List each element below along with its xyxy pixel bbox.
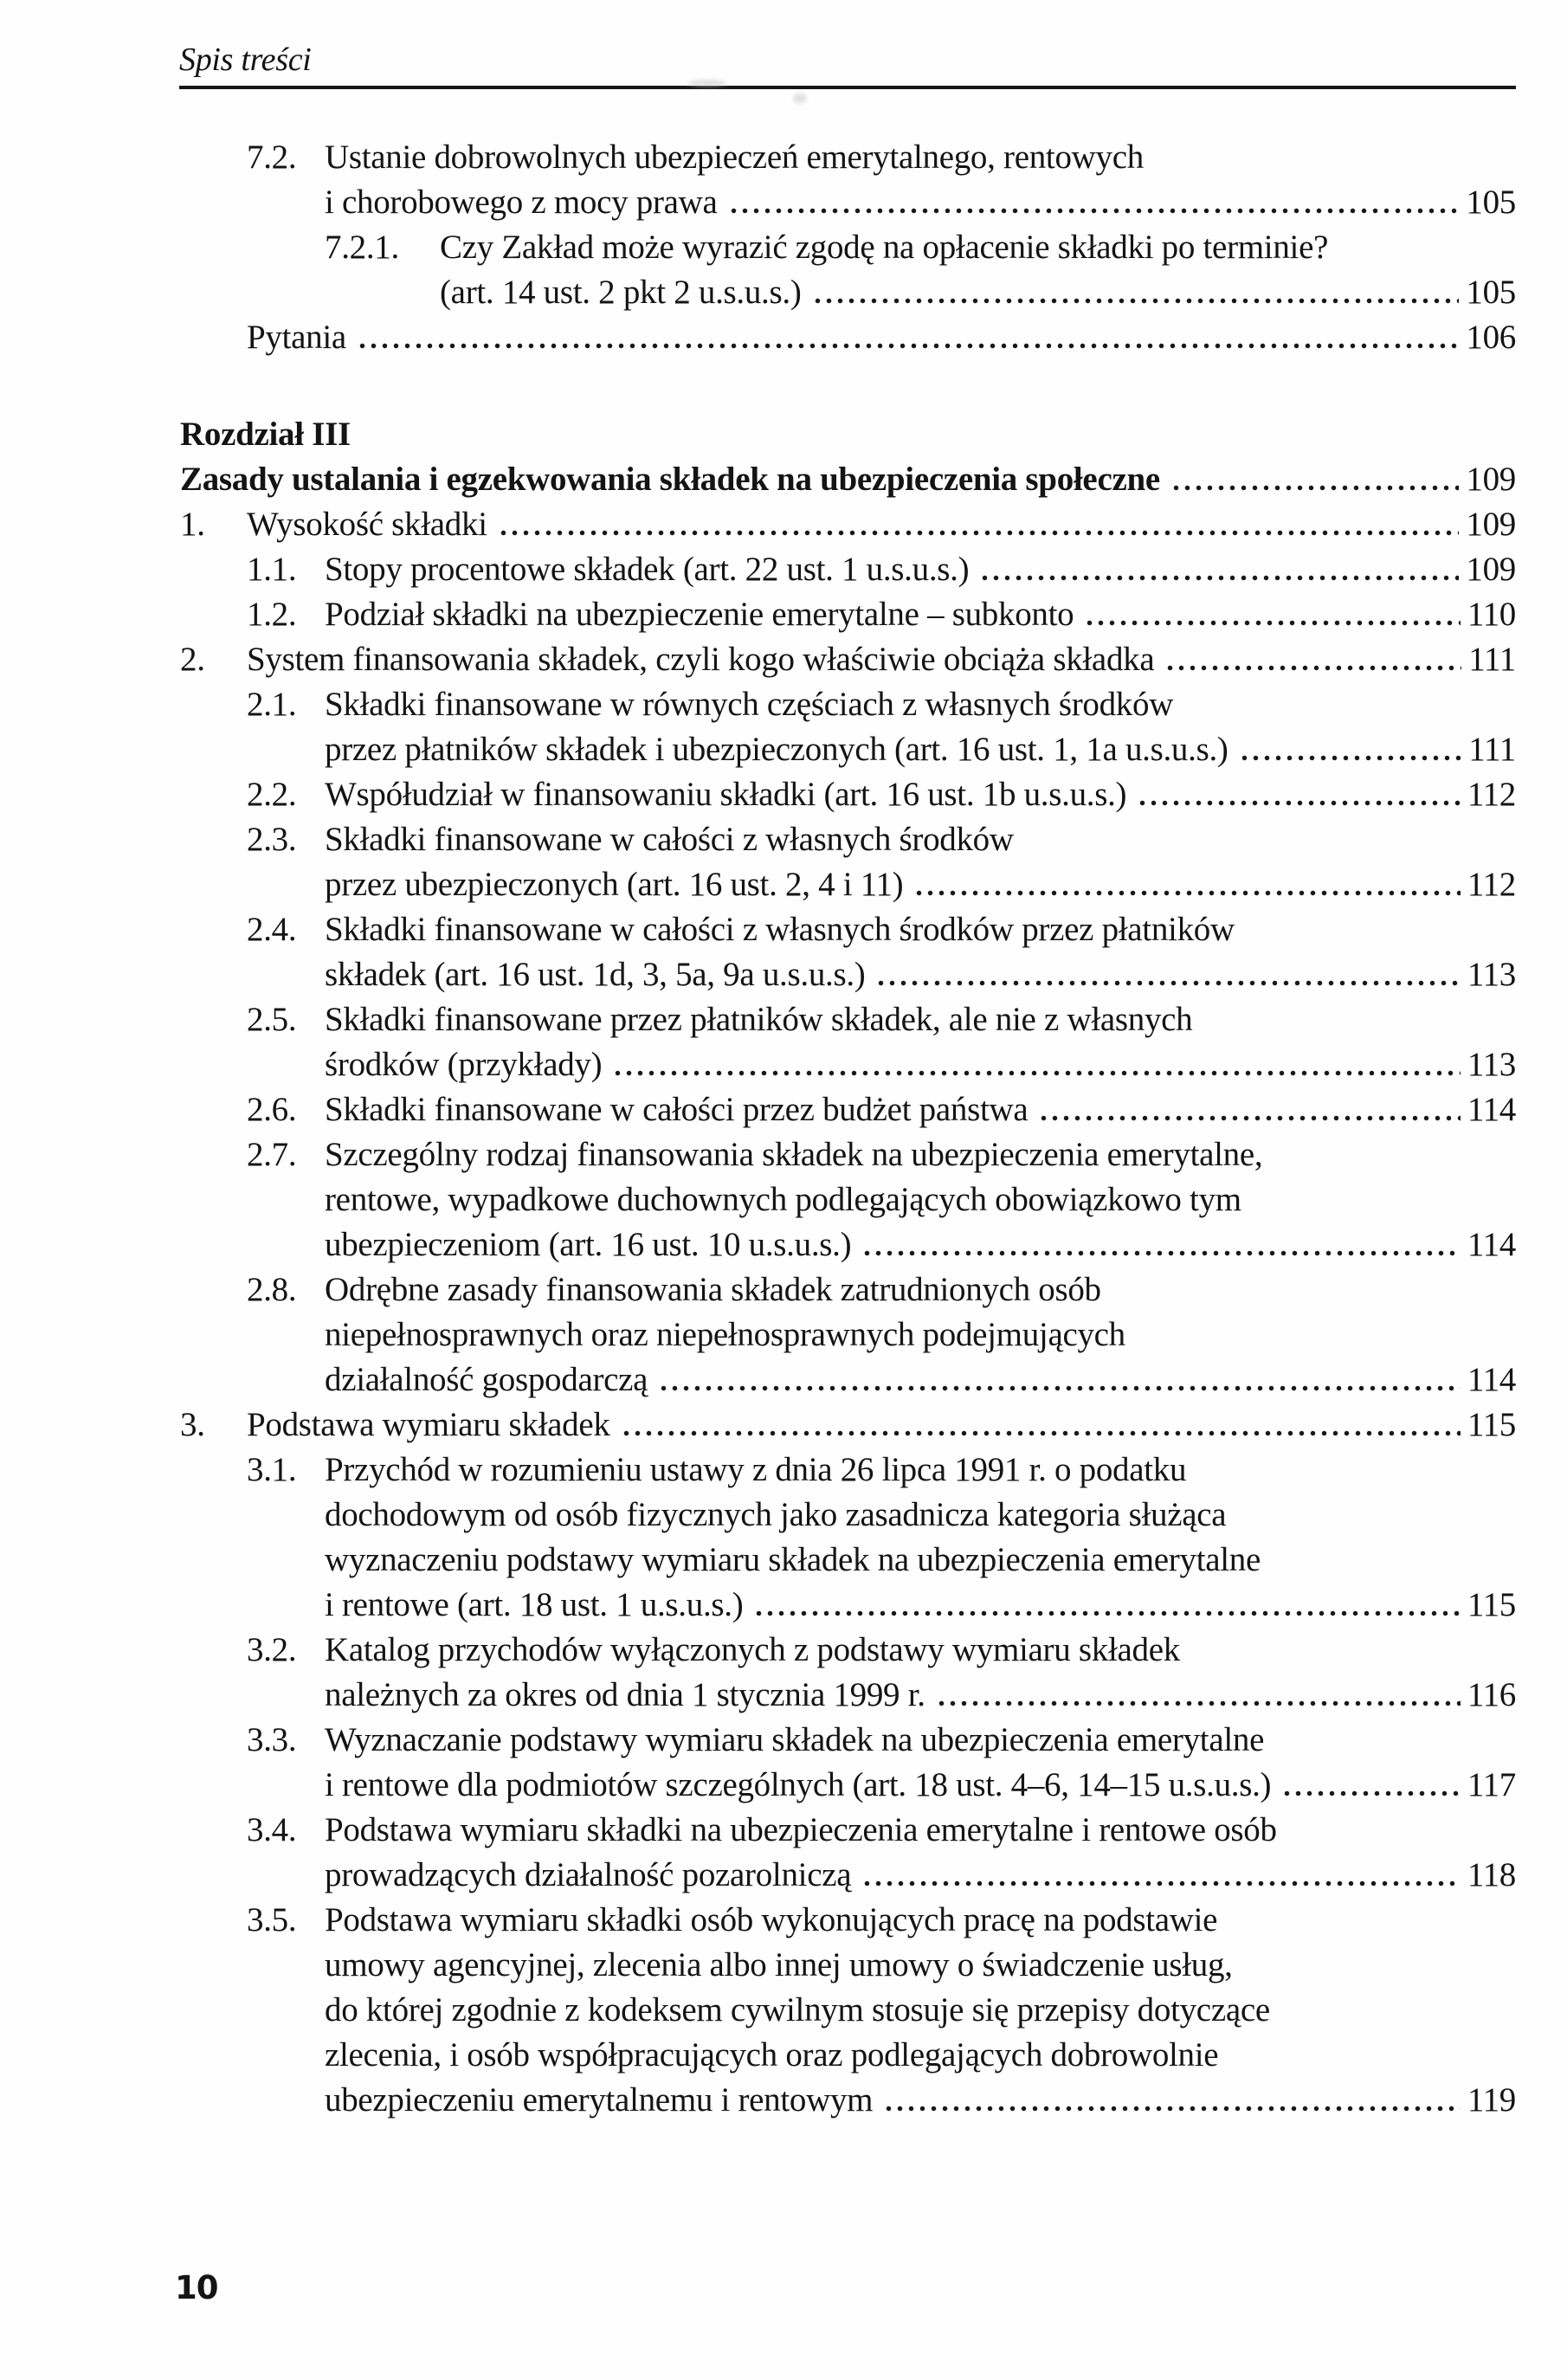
folio-page-number: 10 xyxy=(175,2269,218,2306)
scan-artifact xyxy=(793,94,807,103)
toc-line xyxy=(180,862,1516,907)
toc-page-number: 114 xyxy=(1467,1361,1516,1398)
toc-line xyxy=(180,997,1516,1042)
toc-entry-text: Składki finansowane w całości z własnych środków xyxy=(325,821,1014,858)
toc-entry-text: ubezpieczeniom (art. 16 ust. 10 u.s.u.s.) xyxy=(325,1226,852,1263)
toc-line xyxy=(180,1943,1516,1988)
toc-entry-text: do której zgodnie z kodeksem cywilnym stosuje się przepisy dotyczące xyxy=(325,1991,1270,2028)
toc-line xyxy=(180,952,1516,997)
dot-leader xyxy=(860,1222,1461,1267)
toc-line xyxy=(180,772,1516,817)
toc-line xyxy=(180,1673,1516,1718)
toc-entry-text: System finansowania składek, czyli kogo właściwie obciąża składka xyxy=(247,641,1155,678)
toc-entry-text: Stopy procentowe składek (art. 22 ust. 1 u.s.u.s.) xyxy=(325,551,970,588)
dot-leader xyxy=(656,1358,1461,1403)
toc-entry-number: 2.6. xyxy=(247,1091,297,1128)
toc-line xyxy=(180,1042,1516,1087)
toc-line xyxy=(180,547,1516,592)
dot-leader xyxy=(810,270,1460,315)
toc-page-number: 114 xyxy=(1467,1226,1516,1263)
toc-line xyxy=(180,682,1516,727)
toc-entry-number: 2.7. xyxy=(247,1136,297,1173)
toc-entry-text: składek (art. 16 ust. 1d, 3, 5a, 9a u.s.u.s.) xyxy=(325,956,866,993)
toc-entry-text: Podział składki na ubezpieczenie emerytalne – subkonto xyxy=(325,596,1074,633)
toc-line xyxy=(180,457,1516,502)
toc-entry-text: Ustanie dobrowolnych ubezpieczeń emerytalnego, rentowych xyxy=(325,139,1144,176)
toc-page-number: 106 xyxy=(1466,319,1516,356)
toc-entry-text: Wysokość składki xyxy=(247,506,487,543)
scan-artifact xyxy=(688,80,726,87)
toc-line xyxy=(180,2033,1516,2078)
toc-entry-text: Składki finansowane w całości przez budżet państwa xyxy=(325,1091,1029,1128)
toc-page-number: 113 xyxy=(1467,1046,1516,1083)
toc-entry-number: 3.4. xyxy=(247,1811,297,1848)
toc-entry-text: umowy agencyjnej, zlecenia albo innej umowy o świadczenie usług, xyxy=(325,1946,1233,1983)
dot-leader xyxy=(1280,1763,1461,1808)
dot-leader xyxy=(1169,457,1460,502)
toc-entry-text: i rentowe (art. 18 ust. 1 u.s.u.s.) xyxy=(325,1586,744,1623)
toc-page-number: 109 xyxy=(1466,551,1516,588)
toc-line xyxy=(180,1718,1516,1763)
toc-entry-number: 3.1. xyxy=(247,1451,297,1488)
toc-entry-text: rentowe, wypadkowe duchownych podlegających obowiązkowo tym xyxy=(325,1181,1241,1218)
toc-page-number: 105 xyxy=(1466,274,1516,311)
toc-entry-text: środków (przykłady) xyxy=(325,1046,603,1083)
toc-line xyxy=(180,1988,1516,2033)
toc-entry-number: 2.1. xyxy=(247,686,297,723)
toc-entry-text: przez płatników składek i ubezpieczonych (art. 16 ust. 1, 1a u.s.u.s.) xyxy=(325,731,1228,768)
toc-page-number: 113 xyxy=(1467,956,1516,993)
toc-entry-text: zlecenia, i osób współpracujących oraz podlegających dobrowolnie xyxy=(325,2036,1219,2074)
toc-entry-text: działalność gospodarczą xyxy=(325,1361,648,1398)
toc-line xyxy=(180,1358,1516,1403)
toc-line xyxy=(180,1087,1516,1132)
toc-line xyxy=(180,1313,1516,1358)
dot-leader xyxy=(912,862,1460,907)
toc-line xyxy=(180,1763,1516,1808)
toc-line xyxy=(180,1177,1516,1222)
dot-leader xyxy=(874,952,1460,997)
toc-entry-text: Zasady ustalania i egzekwowania składek na ubezpieczenia społeczne xyxy=(180,461,1160,498)
toc-entry-text: Pytania xyxy=(247,319,346,356)
toc-entry-text: Przychód w rozumieniu ustawy z dnia 26 lipca 1991 r. o podatku xyxy=(325,1451,1187,1488)
toc-line xyxy=(180,135,1516,180)
toc-line xyxy=(180,412,1516,457)
dot-leader xyxy=(860,1853,1461,1898)
toc-page-number: 114 xyxy=(1467,1091,1516,1128)
toc-line xyxy=(180,1853,1516,1898)
toc-entry-text: Szczególny rodzaj finansowania składek na ubezpieczenia emerytalne, xyxy=(325,1136,1263,1173)
dot-leader xyxy=(1163,637,1461,682)
toc-entry-number: 1. xyxy=(180,506,205,543)
toc-entry-number: 2.8. xyxy=(247,1271,297,1308)
dot-leader xyxy=(1135,772,1461,817)
toc-entry-text: Podstawa wymiaru składki osób wykonujących pracę na podstawie xyxy=(325,1901,1218,1938)
toc-entry-number: 3. xyxy=(180,1406,205,1443)
dot-leader xyxy=(977,547,1459,592)
toc-line xyxy=(180,1898,1516,1943)
toc-page-number: 115 xyxy=(1467,1406,1516,1443)
toc-page-number: 110 xyxy=(1467,596,1516,633)
toc-line xyxy=(180,2078,1516,2123)
toc-entry-number: 2.4. xyxy=(247,911,297,948)
toc-entry-text: Współudział w finansowaniu składki (art. 16 ust. 1b u.s.u.s.) xyxy=(325,776,1127,813)
dot-leader xyxy=(1036,1087,1460,1132)
toc-page-number: 111 xyxy=(1468,641,1516,678)
dot-leader xyxy=(355,315,1460,360)
toc-entry-text: i chorobowego z mocy prawa xyxy=(325,184,718,221)
toc-page-number: 105 xyxy=(1466,184,1516,221)
toc-entry-text: ubezpieczeniu emerytalnemu i rentowym xyxy=(325,2081,874,2119)
toc-entry-text: należnych za okres od dnia 1 stycznia 1999 r. xyxy=(325,1676,925,1713)
toc-line xyxy=(180,1493,1516,1538)
dot-leader xyxy=(934,1673,1461,1718)
toc-line xyxy=(180,1403,1516,1448)
toc-line xyxy=(180,1132,1516,1177)
toc-entry-text: dochodowym od osób fizycznych jako zasadnicza kategoria służąca xyxy=(325,1496,1227,1533)
toc-line xyxy=(180,1448,1516,1493)
dot-leader xyxy=(881,2078,1461,2123)
toc-page-number: 112 xyxy=(1467,776,1516,813)
toc-line xyxy=(180,592,1516,637)
toc-entry-text: Rozdział III xyxy=(180,416,351,453)
toc-page-number: 115 xyxy=(1467,1586,1516,1623)
toc-entry-number: 7.2. xyxy=(247,139,297,176)
toc-line xyxy=(180,907,1516,952)
toc-entry-number: 2. xyxy=(180,641,205,678)
toc-entry-number: 1.2. xyxy=(247,596,297,633)
toc-entry-number: 2.3. xyxy=(247,821,297,858)
toc-entry-text: niepełnosprawnych oraz niepełnosprawnych podejmujących xyxy=(325,1316,1125,1353)
toc-line xyxy=(180,1267,1516,1313)
toc-page-number: 116 xyxy=(1467,1676,1516,1713)
toc-page-number: 117 xyxy=(1467,1766,1516,1803)
toc-entry-text: Składki finansowane przez płatników składek, ale nie z własnych xyxy=(325,1001,1193,1038)
toc-entry-text: Podstawa wymiaru składki na ubezpieczenia emerytalne i rentowe osób xyxy=(325,1811,1277,1848)
toc-page-number: 109 xyxy=(1466,461,1516,498)
toc-page-number: 112 xyxy=(1467,866,1516,903)
toc-entry-text: Czy Zakład może wyrazić zgodę na opłacenie składki po terminie? xyxy=(440,229,1329,266)
toc-line xyxy=(180,817,1516,862)
toc-page-number: 109 xyxy=(1466,506,1516,543)
toc-entry-text: (art. 14 ust. 2 pkt 2 u.s.u.s.) xyxy=(440,274,802,311)
dot-leader xyxy=(610,1042,1461,1087)
toc-page-number: 119 xyxy=(1467,2081,1516,2119)
toc-line xyxy=(180,727,1516,772)
dot-leader xyxy=(1082,592,1461,637)
toc-entry-text: Odrębne zasady finansowania składek zatrudnionych osób xyxy=(325,1271,1101,1308)
toc-entry-number: 2.2. xyxy=(247,776,297,813)
toc-entry-text: Składki finansowane w całości z własnych środków przez płatników xyxy=(325,911,1235,948)
toc-line xyxy=(180,270,1516,315)
dot-leader xyxy=(726,180,1460,225)
toc-entry-text: Wyznaczanie podstawy wymiaru składek na ubezpieczenia emerytalne xyxy=(325,1721,1265,1758)
toc-line xyxy=(180,225,1516,270)
toc-line xyxy=(180,1583,1516,1628)
toc-entry-text: Katalog przychodów wyłączonych z podstawy wymiaru składek xyxy=(325,1631,1180,1668)
toc-entry-number: 2.5. xyxy=(247,1001,297,1038)
toc-entry-text: Składki finansowane w równych częściach z własnych środków xyxy=(325,686,1174,723)
toc-entry-number: 7.2.1. xyxy=(325,229,399,266)
header-rule xyxy=(179,86,1516,89)
dot-leader xyxy=(1237,727,1462,772)
dot-leader xyxy=(619,1403,1461,1448)
toc-entry-text: Podstawa wymiaru składek xyxy=(247,1406,610,1443)
toc-line xyxy=(180,1222,1516,1267)
toc-entry-text: wyznaczeniu podstawy wymiaru składek na ubezpieczenia emerytalne xyxy=(325,1541,1261,1578)
toc-line xyxy=(180,1628,1516,1673)
toc-entry-text: prowadzących działalność pozarolniczą xyxy=(325,1856,852,1893)
toc-line xyxy=(180,180,1516,225)
toc-entry-text: przez ubezpieczonych (art. 16 ust. 2, 4 i 11) xyxy=(325,866,904,903)
toc-page-number: 111 xyxy=(1468,731,1516,768)
toc-entry-number: 3.3. xyxy=(247,1721,297,1758)
toc-line xyxy=(180,1808,1516,1853)
toc-line xyxy=(180,1538,1516,1583)
dot-leader xyxy=(751,1583,1460,1628)
toc-entry-number: 3.5. xyxy=(247,1901,297,1938)
toc-entry-text: i rentowe dla podmiotów szczególnych (art. 18 ust. 4–6, 14–15 u.s.u.s.) xyxy=(325,1766,1272,1803)
toc-line xyxy=(180,637,1516,682)
toc-entry-number: 3.2. xyxy=(247,1631,297,1668)
toc-page-number: 118 xyxy=(1467,1856,1516,1893)
toc-line xyxy=(180,502,1516,547)
dot-leader xyxy=(496,502,1460,547)
table-of-contents xyxy=(180,135,1516,2123)
toc-entry-number: 1.1. xyxy=(247,551,297,588)
page-title: Spis treści xyxy=(179,42,312,78)
toc-line xyxy=(180,315,1516,360)
